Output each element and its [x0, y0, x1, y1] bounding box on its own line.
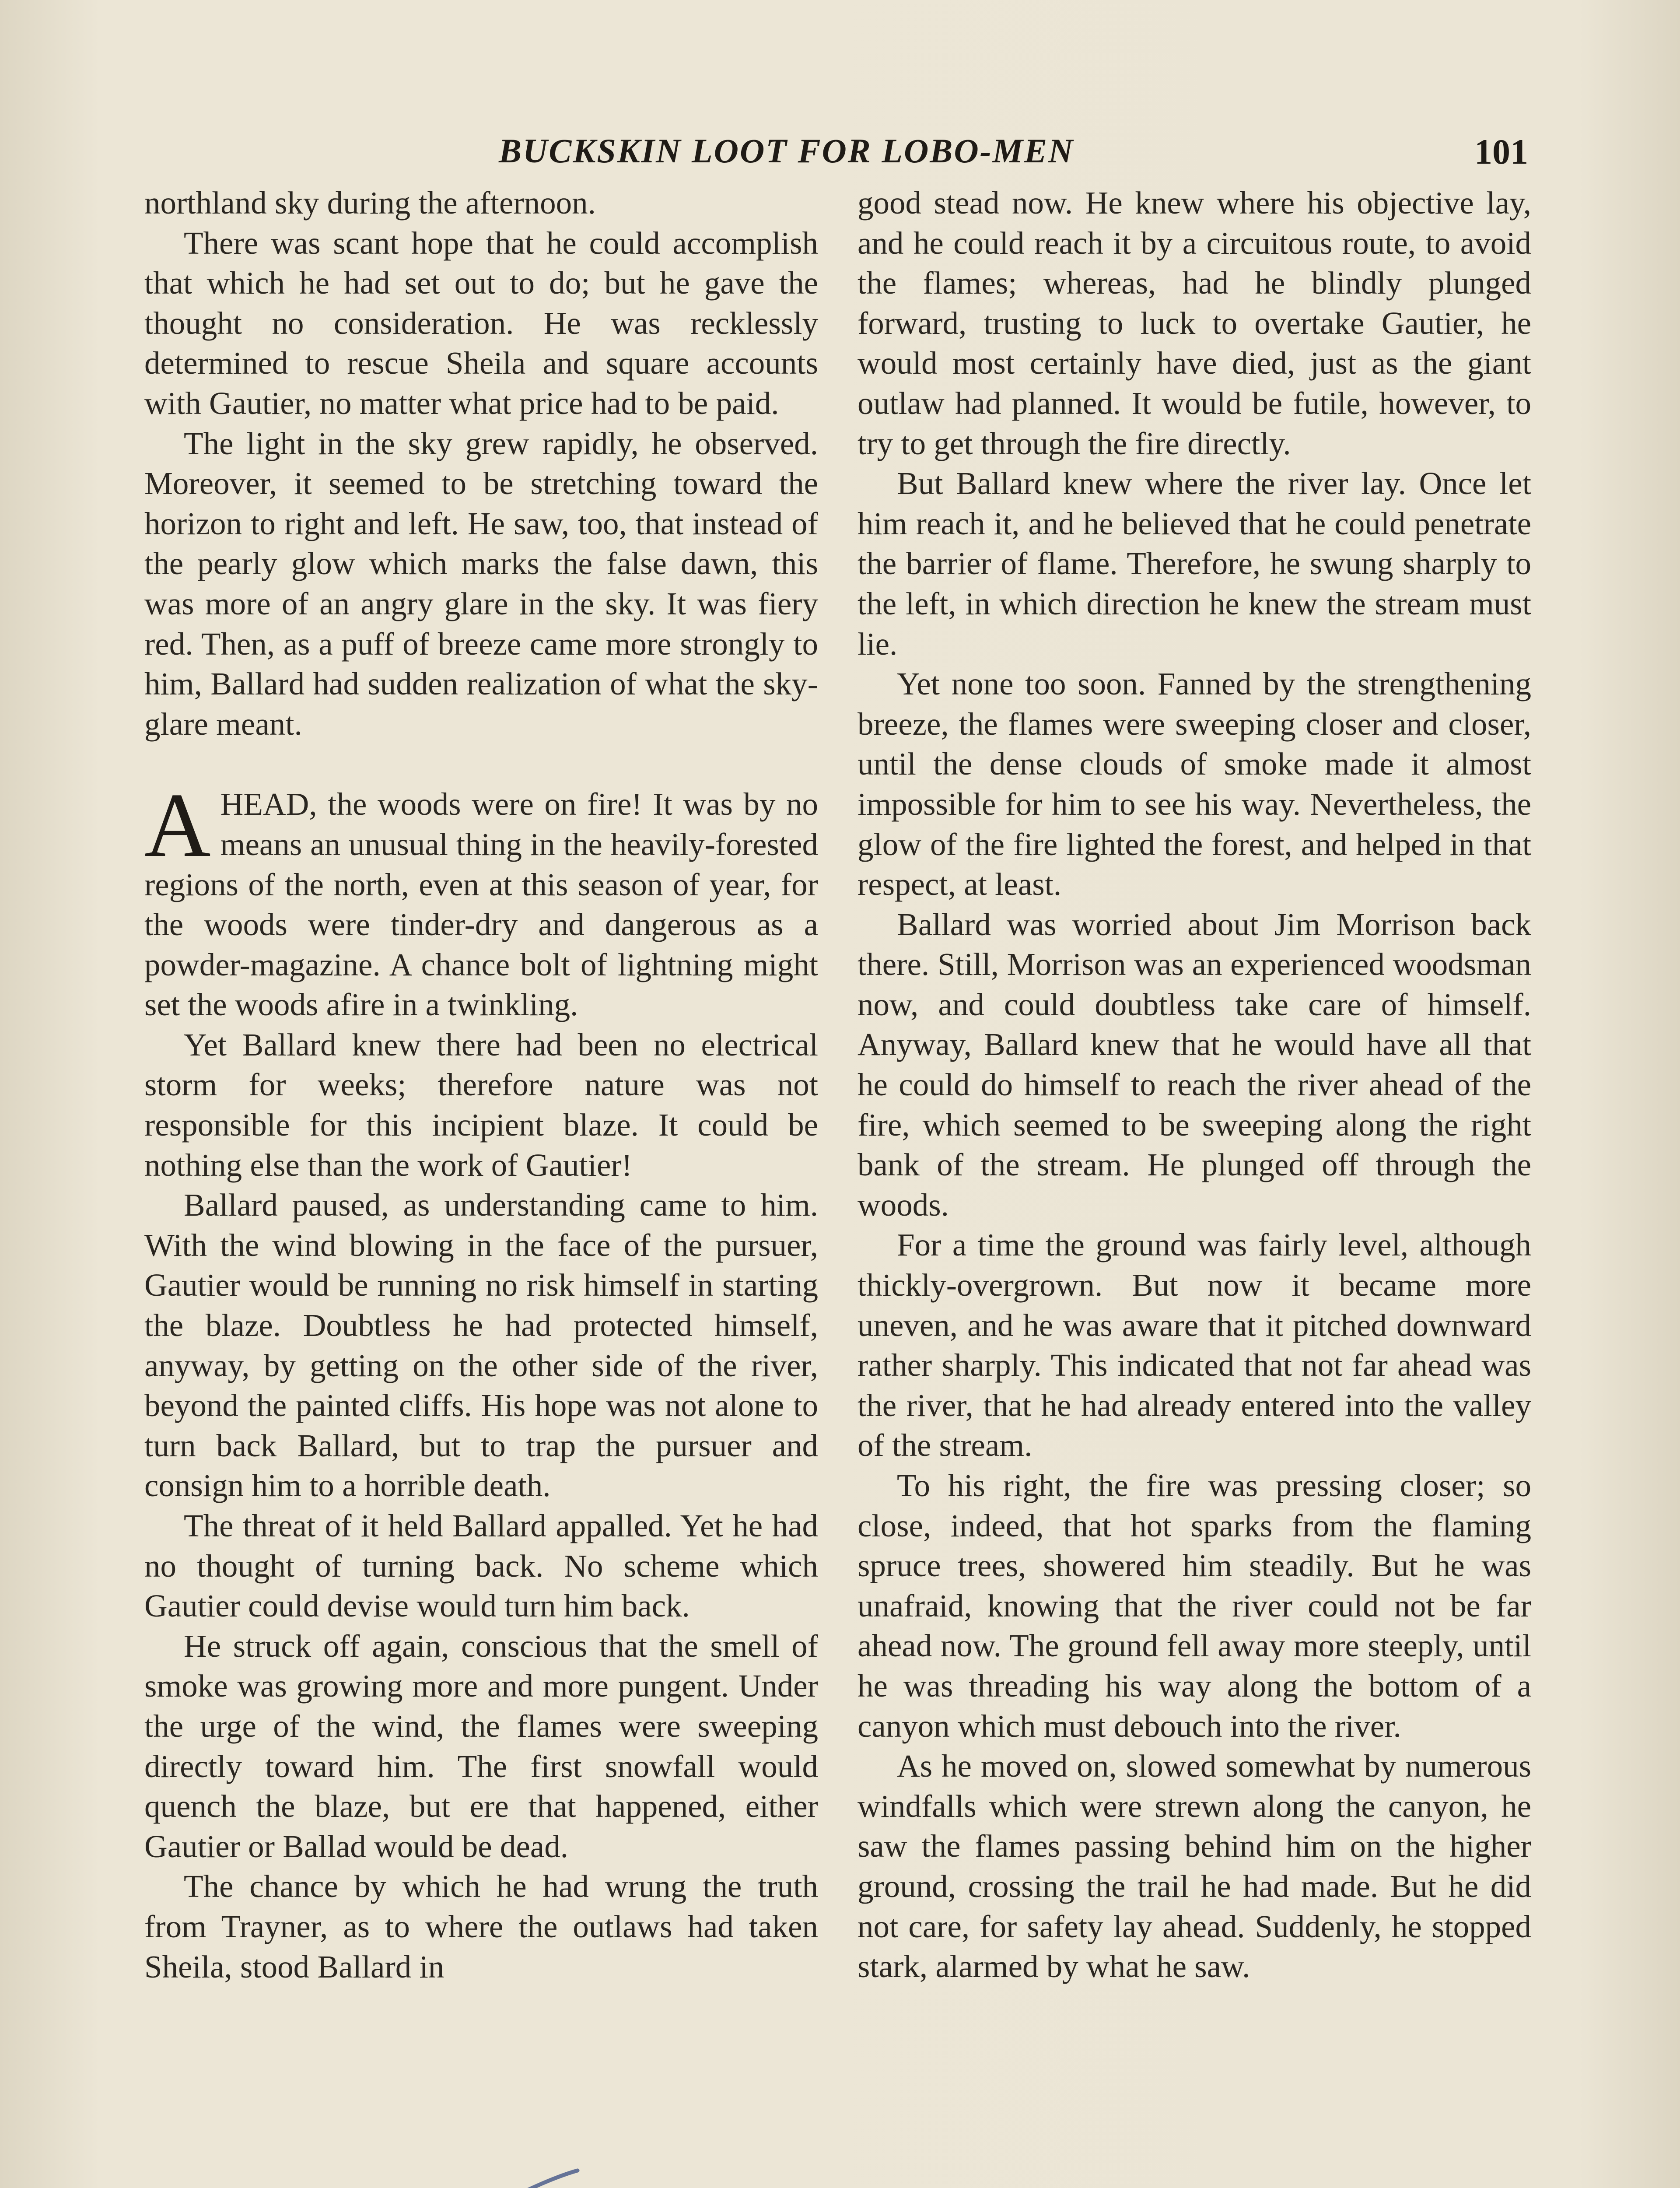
paragraph-text: HEAD, the woods were on fire! It was by no means an unusual thing in the heavily-forested regions of the north, even at this season of year, for the woods were tinder-dry and dangerous as a powder-magazine. A chance bolt of lightning might set the woods afire in a twinkling.	[144, 786, 818, 1023]
paragraph: good stead now. He knew where his objective lay, and he could reach it by a circuitous route, to avoid the flames; whereas, had he blindly plunged forward, trusting to luck to overtake Gautier, he would most certainly have died, just as the giant outlaw had planned. It would be futile, however, to try to get through the fire directly.	[858, 185, 1531, 461]
page-number: 101	[1474, 132, 1528, 172]
drop-cap-letter: A	[144, 775, 211, 877]
paragraph: The chance by which he had wrung the truth from Trayner, as to where the outlaws had taken Sheila, stood Ballard in	[144, 1869, 818, 1985]
paragraph: Yet Ballard knew there had been no electrical storm for weeks; therefore nature was not responsible for this incipient blaze. It could be nothing else than the work of Gautier!	[144, 1027, 818, 1183]
paragraph: Yet none too soon. Fanned by the strengthening breeze, the flames were sweeping closer and closer, until the dense clouds of smoke made it almost impossible for him to see his way. Nevertheless, the glow of the fire lighted the forest, and helped in that respect, at least.	[858, 666, 1531, 902]
paragraph-with-dropcap	[144, 775, 818, 1025]
paragraph: The light in the sky grew rapidly, he observed. Moreover, it seemed to be stretching toward the horizon to right and left. He saw, too, that instead of the pearly glow which marks the false dawn, this was more of an angry glare in the sky. It was fiery red. Then, as a puff of breeze came more strongly to him, Ballard had sudden realization of what the sky-glare meant.	[144, 425, 818, 742]
paragraph: There was scant hope that he could accomplish that which he had set out to do; but he gave the thought no consideration. He was recklessly determined to rescue Sheila and square accounts with Gautier, no matter what price had to be paid.	[144, 225, 818, 421]
paragraph: Ballard paused, as understanding came to him. With the wind blowing in the face of the pursuer, Gautier would be running no risk himself in starting the blaze. Doubtless he had protected himself, anyway, by getting on the other side of the river, beyond the painted cliffs. His hope was not alone to turn back Ballard, but to trap the pursuer and consign him to a horrible death.	[144, 1187, 818, 1504]
section-break	[144, 744, 818, 784]
running-title: BUCKSKIN LOOT FOR LOBO-MEN	[499, 132, 1074, 170]
paragraph: Ballard was worried about Jim Morrison back there. Still, Morrison was an experienced woodsman now, and could doubtless take care of himself. Anyway, Ballard knew that he would have all that he could do himself to reach the river ahead of the fire, which seemed to be sweeping along the right bank of the stream. He plunged off through the woods.	[858, 906, 1531, 1223]
left-column	[144, 183, 818, 1987]
paragraph: As he moved on, slowed somewhat by numerous windfalls which were strewn along the canyon, he saw the flames passing behind him on the higher ground, crossing the trail he had made. But he did not care, for safety lay ahead. Suddenly, he stopped stark, alarmed by what he saw.	[858, 1748, 1531, 1985]
right-column	[858, 183, 1531, 1987]
paragraph: northland sky during the afternoon.	[144, 185, 596, 221]
paragraph: But Ballard knew where the river lay. Once let him reach it, and he believed that he could penetrate the barrier of flame. Therefore, he swung sharply to the left, in which direction he knew the stream must lie.	[858, 466, 1531, 662]
paragraph: To his right, the fire was pressing closer; so close, indeed, that hot sparks from the flaming spruce trees, showered him steadily. But he was unafraid, knowing that the river could not be far ahead now. The ground fell away more steeply, until he was threading his way along the bottom of a canyon which must debouch into the river.	[858, 1468, 1531, 1744]
paragraph: The threat of it held Ballard appalled. Yet he had no thought of turning back. No scheme which Gautier could devise would turn him back.	[144, 1508, 818, 1624]
paragraph: For a time the ground was fairly level, although thickly-overgrown. But now it became more uneven, and he was aware that it pitched downward rather sharply. This indicated that not far ahead was the river, that he had already entered into the valley of the stream.	[858, 1227, 1531, 1463]
paragraph: He struck off again, conscious that the smell of smoke was growing more and more pungent. Under the urge of the wind, the flames were sweeping directly toward him. The first snowfall would quench the blaze, but ere that happened, either Gautier or Ballad would be dead.	[144, 1628, 818, 1864]
